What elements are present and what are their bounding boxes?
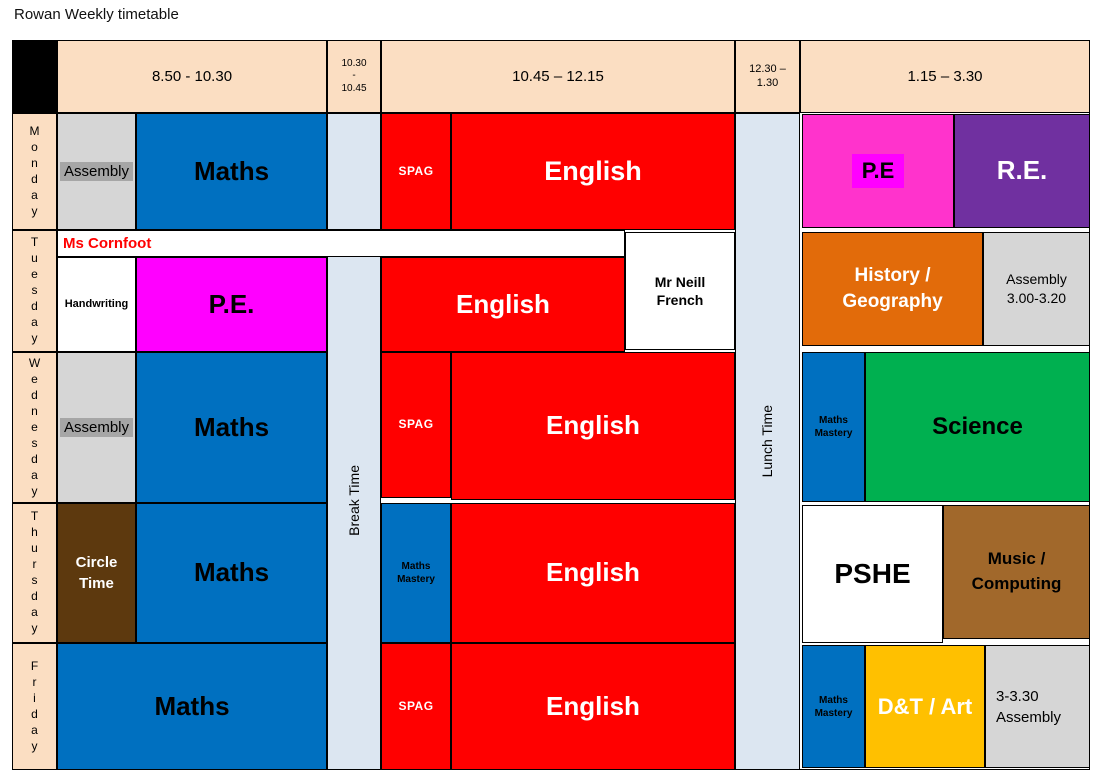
- day-cell-thursday: [12, 503, 57, 643]
- cell-monday-english: English: [451, 113, 735, 230]
- break-column: [327, 230, 381, 770]
- cell-friday-maths-mastery: Maths Mastery: [802, 645, 865, 768]
- cell-monday-pe: [802, 114, 954, 228]
- day-cell-monday: [12, 113, 57, 230]
- cell-tuesday-french: Mr Neill French: [625, 232, 735, 350]
- cell-thursday-circle-time: Circle Time: [57, 503, 136, 643]
- day-cell-friday: [12, 643, 57, 770]
- lunch-time-label: Lunch Time: [759, 405, 776, 478]
- cell-friday-assembly: 3-3.30 Assembly: [985, 645, 1090, 768]
- monday-assembly-label: Assembly: [60, 162, 133, 181]
- cell-wednesday-english: English: [451, 352, 735, 500]
- cell-wednesday-science: Science: [865, 352, 1090, 502]
- tuesday-teacher-label: Ms Cornfoot: [63, 234, 152, 252]
- cell-tuesday-english: English: [381, 257, 625, 352]
- cell-wednesday-spag: SPAG: [381, 352, 451, 498]
- break-time-label: Break Time: [345, 464, 362, 536]
- day-label-friday: Friday: [27, 658, 42, 755]
- header-slot-break: 10.30 - 10.45: [327, 40, 381, 113]
- cell-monday-spag: SPAG: [381, 113, 451, 230]
- cell-tuesday-humanities: History / Geography: [802, 232, 983, 346]
- day-cell-tuesday: [12, 230, 57, 352]
- header-slot-midday: 10.45 – 12.15: [381, 40, 735, 113]
- monday-pe-label: P.E: [852, 154, 905, 187]
- day-label-tuesday: Tuesday: [27, 235, 42, 347]
- header-slot-morning: 8.50 - 10.30: [57, 40, 327, 113]
- cell-tuesday-assembly: Assembly 3.00-3.20: [983, 232, 1090, 346]
- cell-friday-dt-art: D&T / Art: [865, 645, 985, 768]
- day-label-wednesday: Wednesday: [27, 355, 42, 500]
- cell-friday-spag: SPAG: [381, 643, 451, 770]
- cell-thursday-english: English: [451, 503, 735, 643]
- cell-thursday-maths: Maths: [136, 503, 327, 643]
- cell-thursday-music-computing: Music / Computing: [943, 505, 1090, 639]
- cell-thursday-pshe: PSHE: [802, 505, 943, 643]
- cell-monday-re: R.E.: [954, 114, 1090, 228]
- header-slot-lunch: 12.30 – 1.30: [735, 40, 800, 113]
- cell-wednesday-maths: Maths: [136, 352, 327, 503]
- cell-friday-english: English: [451, 643, 735, 770]
- cell-monday-assembly: [57, 113, 136, 230]
- header-corner-cell: [12, 40, 57, 113]
- header-slot-afternoon: 1.15 – 3.30: [800, 40, 1090, 113]
- cell-tuesday-pe: P.E.: [136, 257, 327, 352]
- wednesday-assembly-label: Assembly: [60, 418, 133, 437]
- day-label-thursday: Thursday: [27, 509, 42, 637]
- cell-tuesday-handwriting: Handwriting: [57, 257, 136, 352]
- cell-monday-maths: Maths: [136, 113, 327, 230]
- cell-thursday-maths-mastery: Maths Mastery: [381, 503, 451, 643]
- cell-wednesday-assembly: [57, 352, 136, 503]
- day-label-monday: Monday: [27, 123, 42, 220]
- cell-wednesday-maths-mastery: Maths Mastery: [802, 352, 865, 502]
- lunch-column: [735, 113, 800, 770]
- page-title: Rowan Weekly timetable: [14, 6, 179, 23]
- break-cell-monday: [327, 113, 381, 230]
- cell-tuesday-teacher: [57, 230, 625, 257]
- day-cell-wednesday: [12, 352, 57, 503]
- cell-friday-maths: Maths: [57, 643, 327, 770]
